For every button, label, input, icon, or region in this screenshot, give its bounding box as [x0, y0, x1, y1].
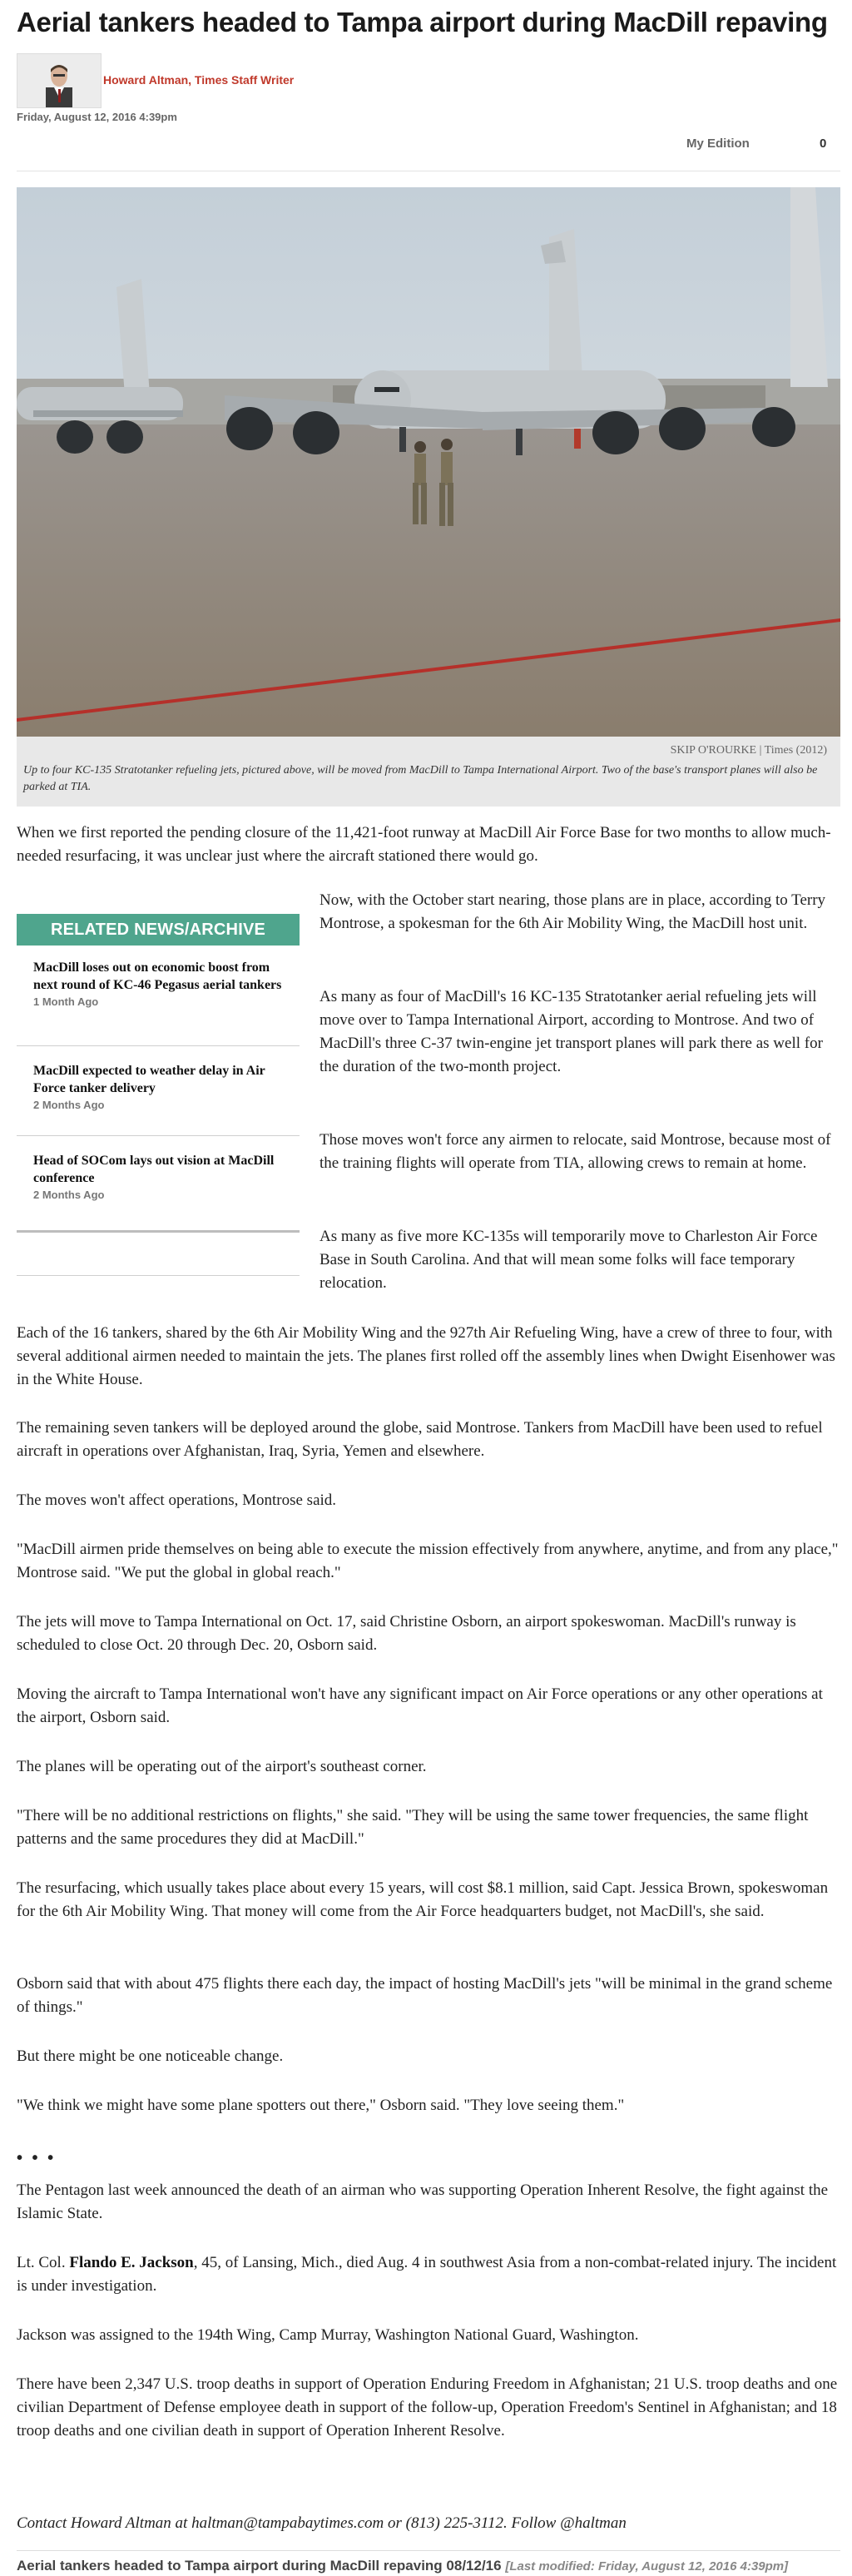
- paragraph: "MacDill airmen pride themselves on being able to execute the mission effectively from anywhere, anytime, and from any place," Montrose said. "We put the global in global reach.": [17, 1541, 839, 1581]
- related-news-sidebar: [17, 914, 300, 1277]
- section-separator: • • •: [17, 2149, 57, 2167]
- paragraph: As many as five more KC-135s will temporarily move to Charleston Air Force Base in South Carolina. And that will mean some folks will face temporary relocation.: [320, 1228, 818, 1292]
- photo-caption: Up to four KC-135 Stratotanker refueling jets, pictured above, will be moved from MacDill to Tampa International Airport. Two of the base's transport planes will also be parked at TIA.: [23, 764, 818, 793]
- paragraph: Those moves won't force any airmen to relocate, said Montrose, because most of the training flights will operate from TIA, allowing crews to remain at home.: [320, 1131, 831, 1172]
- paragraph: Each of the 16 tankers, shared by the 6th Air Mobility Wing and the 927th Air Refueling Wing, have a crew of three to four, with several additional airmen needed to maintain the jets. The planes first rolled off the assembly lines when Dwight Eisenhower was in the White House.: [17, 1324, 835, 1388]
- last-modified: [Last modified: Friday, August 12, 2016 4:39pm]: [505, 2559, 789, 2574]
- contact-line: [17, 2512, 840, 2535]
- paragraph: The resurfacing, which usually takes place about every 15 years, will cost $8.1 million, said Capt. Jessica Brown, spokeswoman for the 6th Air Mobility Wing. That money will come from the Air Force headquarters budget, not MacDill's, she said.: [17, 1879, 829, 1920]
- contact-text: or (813) 225-3112. Follow: [384, 2514, 561, 2532]
- related-news-title[interactable]: MacDill loses out on economic boost from next round of KC-46 Pegasus aerial tankers: [33, 960, 282, 992]
- paragraph: Now, with the October start nearing, those plans are in place, according to Terry Montrose, a spokesman for the 6th Air Mobility Wing, the MacDill host unit.: [320, 891, 826, 932]
- footer-title: [17, 2557, 840, 2576]
- related-news-item[interactable]: [33, 1152, 291, 1201]
- paragraph-text: , 45, of Lansing, Mich., died Aug. 4 in southwest Asia from a non-combat-related injury. The incident is under investigation.: [17, 2254, 837, 2295]
- author-name[interactable]: Howard Altman, Times Staff Writer: [103, 73, 295, 87]
- paragraph: The planes will be operating out of the airport's southeast corner.: [17, 1758, 427, 1775]
- my-edition-button[interactable]: My Edition: [686, 136, 750, 151]
- related-news-age: 2 Months Ago: [33, 1099, 105, 1111]
- divider: [17, 1275, 300, 1276]
- paragraph: The Pentagon last week announced the death of an airman who was supporting Operation Inherent Resolve, the fight against the Islamic State.: [17, 2181, 829, 2222]
- related-news-header: RELATED NEWS/ARCHIVE: [17, 914, 300, 946]
- divider: [17, 1230, 300, 1233]
- paragraph: The remaining seven tankers will be deployed around the globe, said Montrose. Tankers from MacDill have been used to refuel aircraft in operations over Afghanistan, Iraq, Syria, Yemen and elsewhere.: [17, 1419, 823, 1460]
- paragraph: The moves won't affect operations, Montrose said.: [17, 1491, 337, 1509]
- related-news-age: 1 Month Ago: [33, 995, 99, 1008]
- author-email-link[interactable]: haltman@tampabaytimes.com: [191, 2514, 384, 2532]
- related-news-item[interactable]: [33, 1062, 291, 1111]
- paragraph: [17, 2251, 840, 2298]
- lead-photo: [17, 187, 840, 737]
- paragraph: "We think we might have some plane spotters out there," Osborn said. "They love seeing them.": [17, 2097, 625, 2114]
- author-photo: [17, 53, 102, 108]
- related-news-title[interactable]: MacDill expected to weather delay in Air Force tanker delivery: [33, 1064, 265, 1095]
- divider: [17, 1045, 300, 1046]
- contact-text: Contact Howard Altman at: [17, 2514, 192, 2532]
- publish-date: Friday, August 12, 2016 4:39pm: [17, 111, 177, 123]
- paragraph: When we first reported the pending closure of the 11,421-foot runway at MacDill Air Force Base for two months to allow much-needed resurfacing, it was unclear just where the aircraft stationed there would go.: [17, 824, 831, 865]
- divider: [17, 1135, 300, 1136]
- footer-title-text: Aerial tankers headed to Tampa airport during MacDill repaving 08/12/16: [17, 2558, 502, 2574]
- paragraph: But there might be one noticeable change.: [17, 2047, 284, 2065]
- related-news-age: 2 Months Ago: [33, 1189, 105, 1201]
- headline: Aerial tankers headed to Tampa airport during MacDill repaving: [17, 7, 828, 37]
- paragraph: Osborn said that with about 475 flights there each day, the impact of hosting MacDill's jets "will be minimal in the grand scheme of things.": [17, 1975, 833, 2016]
- author-twitter-link[interactable]: @haltman: [560, 2514, 627, 2532]
- footer-divider: [17, 2550, 840, 2551]
- photo-caption-box: [17, 737, 840, 807]
- paragraph: There have been 2,347 U.S. troop deaths in support of Operation Enduring Freedom in Afghanistan; 21 U.S. troop deaths and one civilian Department of Defense employee death in support of the follow-up, Operation Freedom's Sentinel in Afghanistan; and 18 troop deaths and one civilian death in support of Operation Inherent Resolve.: [17, 2375, 838, 2440]
- paragraph-text: Lt. Col.: [17, 2254, 70, 2271]
- paragraph: Jackson was assigned to the 194th Wing, Camp Murray, Washington National Guard, Washington.: [17, 2326, 639, 2344]
- paragraph: "There will be no additional restrictions on flights," she said. "They will be using the same tower frequencies, the same flight patterns and the same procedures they did at MacDill.": [17, 1807, 809, 1848]
- my-edition-count: 0: [820, 136, 827, 151]
- paragraph: The jets will move to Tampa International on Oct. 17, said Christine Osborn, an airport spokeswoman. MacDill's runway is scheduled to close Oct. 20 through Dec. 20, Osborn said.: [17, 1613, 796, 1654]
- related-news-item[interactable]: [33, 959, 291, 1008]
- person-name: Flando E. Jackson: [69, 2254, 194, 2271]
- paragraph: As many as four of MacDill's 16 KC-135 Stratotanker aerial refueling jets will move over to Tampa International Airport, according to Montrose. And two of MacDill's three C-37 twin-engine jet transport planes will park there as well for the duration of the two-month project.: [320, 988, 823, 1075]
- photo-credit: SKIP O'ROURKE | Times (2012): [670, 744, 827, 757]
- related-news-title[interactable]: Head of SOCom lays out vision at MacDill conference: [33, 1154, 275, 1185]
- paragraph: Moving the aircraft to Tampa International won't have any significant impact on Air Force operations or any other operations at the airport, Osborn said.: [17, 1685, 823, 1726]
